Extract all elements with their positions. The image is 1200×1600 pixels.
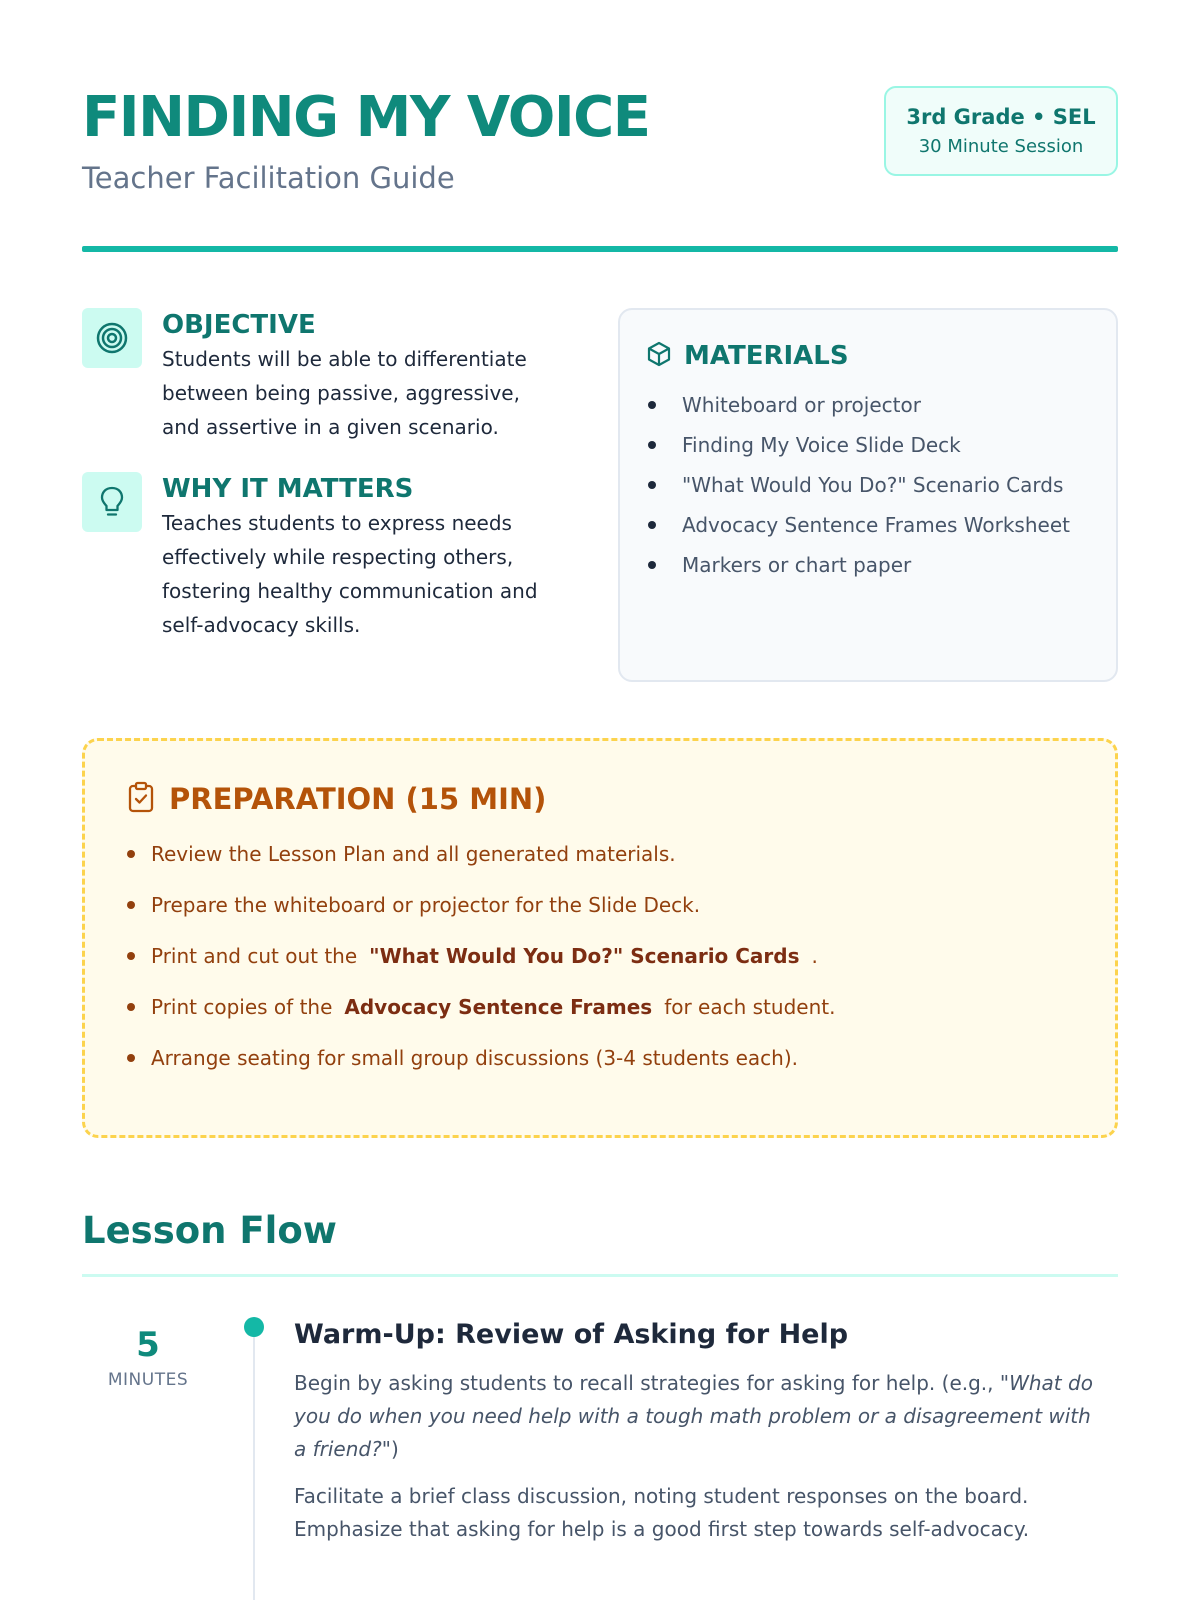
lesson-flow-divider bbox=[82, 1274, 1118, 1277]
materials-title: MATERIALS bbox=[684, 341, 849, 371]
header bbox=[82, 84, 1118, 246]
why-it-matters-block bbox=[82, 472, 562, 642]
step-title: Warm-Up: Review of Asking for Help bbox=[294, 1319, 849, 1350]
why-it-matters-text: Teaches students to express needs effectively while respecting others, fostering healthy communication and self-advocacy skills. bbox=[162, 511, 538, 637]
list-item: Markers or chart paper bbox=[646, 548, 1090, 582]
list-item: Whiteboard or projector bbox=[646, 388, 1090, 422]
why-it-matters-title: WHY IT MATTERS bbox=[162, 474, 414, 504]
list-item: Print copies of the Advocacy Sentence Frames for each student. bbox=[127, 990, 1073, 1024]
target-icon bbox=[82, 308, 142, 368]
timeline-line bbox=[253, 1337, 255, 1600]
objective-text: Students will be able to differentiate between being passive, aggressive, and assertive in a given scenario. bbox=[162, 347, 527, 439]
lightbulb-icon bbox=[82, 472, 142, 532]
session-length-label: 30 Minute Session bbox=[918, 136, 1084, 157]
overview-left-column bbox=[82, 308, 562, 682]
objective-title: OBJECTIVE bbox=[162, 310, 316, 340]
list-item: Prepare the whiteboard or projector for the Slide Deck. bbox=[127, 888, 1073, 922]
clipboard-check-icon bbox=[127, 781, 155, 818]
lesson-step bbox=[82, 1317, 1118, 1546]
overview-section bbox=[82, 308, 1118, 682]
cube-icon bbox=[646, 341, 672, 372]
preparation-list bbox=[127, 837, 1073, 1075]
step-minutes-unit: MINUTES bbox=[107, 1370, 189, 1390]
step-paragraph: Begin by asking students to recall strategies for asking for help. (e.g., "What do you do when you need help with a tough math problem or a disagreement with a friend?") bbox=[294, 1371, 1093, 1461]
materials-card bbox=[618, 308, 1118, 682]
list-item: Finding My Voice Slide Deck bbox=[646, 428, 1090, 462]
objective-block bbox=[82, 308, 562, 444]
list-item: "What Would You Do?" Scenario Cards bbox=[646, 468, 1090, 502]
list-item: Arrange seating for small group discussions (3-4 students each). bbox=[127, 1041, 1073, 1075]
list-item: Advocacy Sentence Frames Worksheet bbox=[646, 508, 1090, 542]
grade-badge bbox=[884, 86, 1118, 176]
page-subtitle: Teacher Facilitation Guide bbox=[82, 161, 455, 195]
list-item: Review the Lesson Plan and all generated materials. bbox=[127, 837, 1073, 871]
list-item: Print and cut out the "What Would You Do?" Scenario Cards . bbox=[127, 939, 1073, 973]
preparation-title: PREPARATION (15 MIN) bbox=[169, 782, 547, 816]
page-title: FINDING MY VOICE bbox=[82, 85, 650, 150]
timeline bbox=[214, 1317, 294, 1546]
grade-subject-label: 3rd Grade • SEL bbox=[906, 105, 1096, 129]
step-minutes: 5 bbox=[136, 1325, 160, 1365]
preparation-card bbox=[82, 738, 1118, 1138]
header-divider bbox=[82, 246, 1118, 252]
timeline-dot bbox=[244, 1317, 264, 1337]
step-paragraph: Facilitate a brief class discussion, noting student responses on the board. Emphasize that asking for help is a good first step towards self-advocacy. bbox=[294, 1484, 1030, 1541]
lesson-flow-title: Lesson Flow bbox=[82, 1209, 337, 1252]
step-duration bbox=[82, 1317, 214, 1546]
materials-list bbox=[646, 388, 1090, 582]
